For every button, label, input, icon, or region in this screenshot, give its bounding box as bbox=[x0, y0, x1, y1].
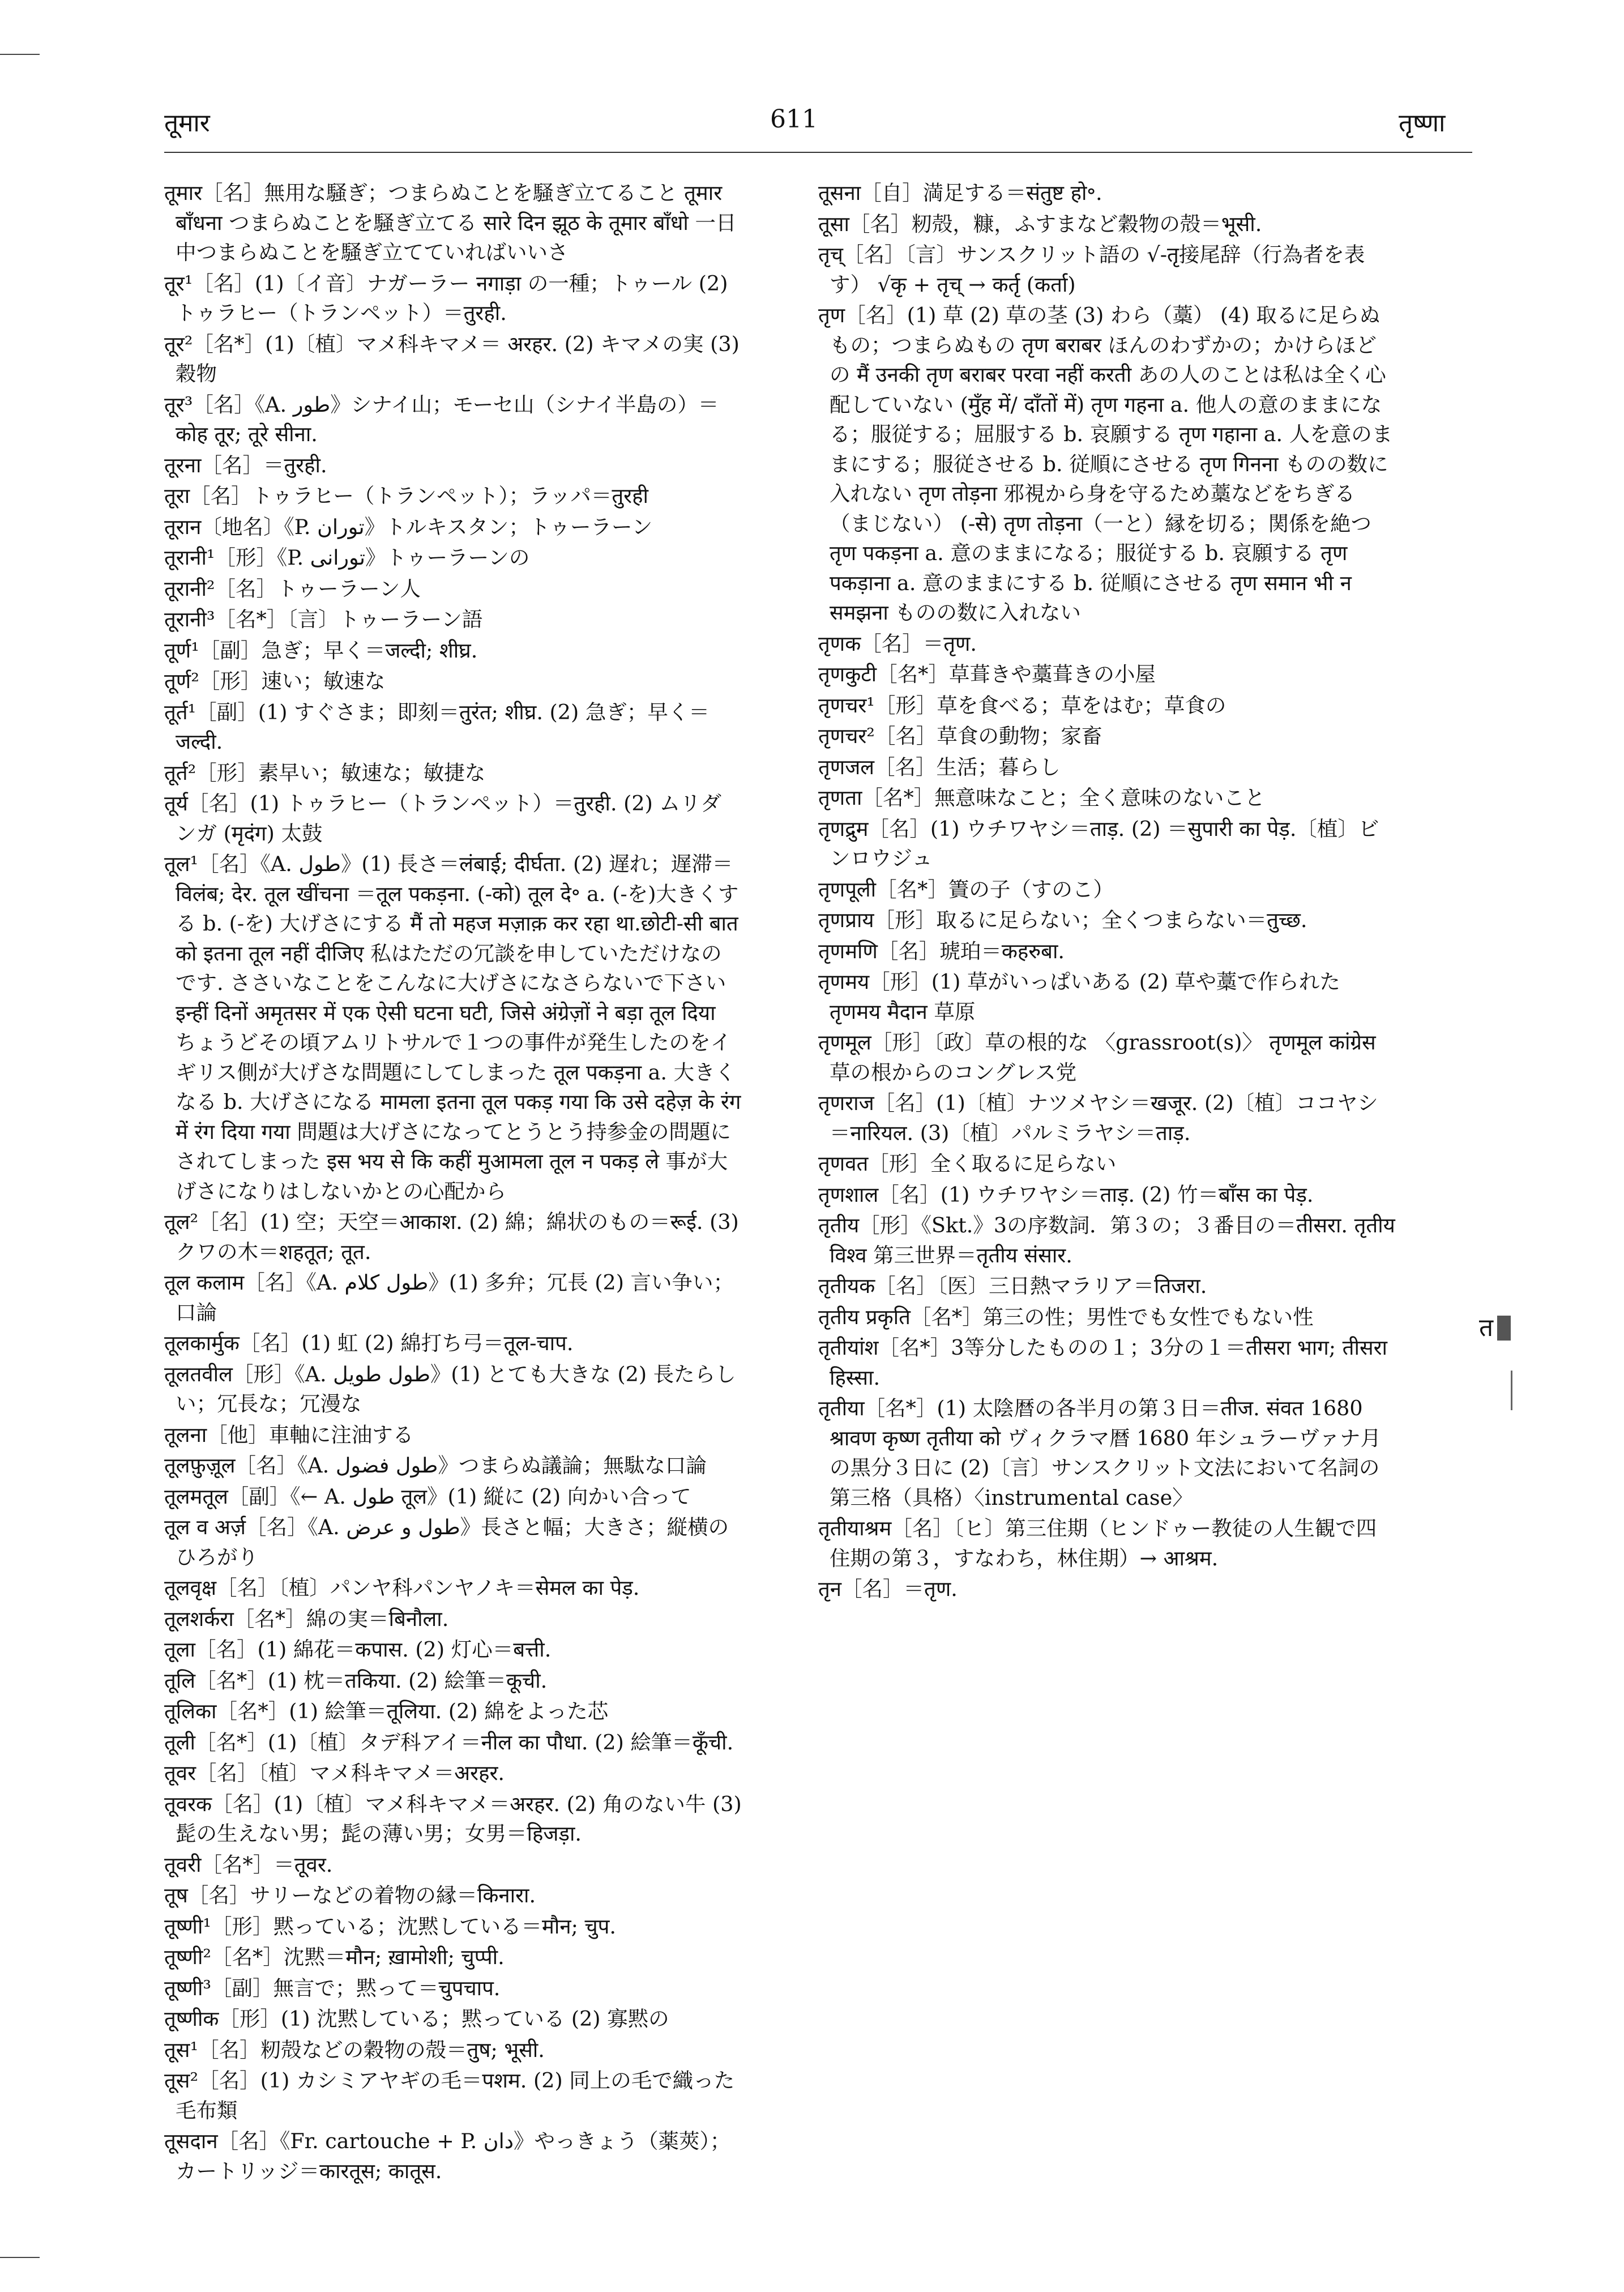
dictionary-entry: तूरा［名］トゥラヒー（トランペット）；ラッパ＝तुरही bbox=[164, 484, 648, 508]
dictionary-entry: तूरानी¹［形］《P. تورانی》トゥーラーンの bbox=[164, 545, 530, 570]
dictionary-entry: तृणजल［名］生活；暮らし bbox=[818, 754, 1061, 779]
dictionary-entry: तूरानी³［名*］〔言〕トゥーラーン語 bbox=[164, 607, 483, 631]
dictionary-entry: तूष्णीक［形］(1) 沈黙している；黙っている (2) 寡黙の bbox=[164, 2007, 669, 2031]
dictionary-entry: तूसा［名］籾殻，糠，ふすまなど穀物の殻＝भूसी. bbox=[818, 211, 1262, 236]
dictionary-entry: तूरना［名］＝तुरही. bbox=[164, 453, 327, 477]
edge-mark bbox=[1511, 1371, 1512, 1410]
dictionary-entry: तूसना［自］満足する＝संतुष्ट हो॰. bbox=[818, 181, 1102, 205]
dictionary-entry: तूष्णी¹［形］黙っている；沈黙している＝मौन; चुप. bbox=[164, 1914, 616, 1939]
thumb-index-block bbox=[1497, 1316, 1511, 1341]
dictionary-entry: तूलमतूल［副］《← A. طول तूल》(1) 縦に (2) 向かい合って bbox=[164, 1484, 691, 1509]
dictionary-entry: तूला［名］(1) 綿花＝कपास. (2) 灯心＝बत्ती. bbox=[164, 1637, 552, 1662]
dictionary-entry: तृणकुटी［名*］草葺きや藁葺きの小屋 bbox=[818, 662, 1156, 686]
dictionary-entry: तृणराज［名］(1)〔植〕ナツメヤシ＝खजूर. (2)〔植〕ココヤシ＝नारियल. (3)〔植〕パルミラヤシ＝ताड़. bbox=[818, 1091, 1378, 1145]
dictionary-entry: तूर³［名］《A. طور》シナイ山；モーセ山（シナイ半島の）＝कोह तूर; तूरे सीना. bbox=[164, 392, 719, 446]
page-header bbox=[0, 105, 1624, 144]
dictionary-entry: तूलिका［名*］(1) 絵筆＝तूलिया. (2) 綿をよった芯 bbox=[164, 1699, 609, 1723]
dictionary-entry: तूवरी［名*］＝तूवर. bbox=[164, 1852, 333, 1877]
right-column bbox=[818, 178, 1396, 1606]
dictionary-entry: तूमार［名］無用な騒ぎ；つまらぬことを騒ぎ立てること तूमार बाँधना つまらぬことを騒ぎ立てる सारे दिन झूठ के तूमार बाँधो 一日中つまらぬことを騒ぎ立てていればいいさ bbox=[164, 181, 737, 264]
dictionary-entry: तृन［名］＝तृण. bbox=[818, 1577, 958, 1601]
dictionary-entry: तूष्णी³［副］無言で；黙って＝चुपचाप. bbox=[164, 1975, 501, 2000]
dictionary-entry: तृणद्रुम［名］(1) ウチワヤシ＝ताड़. (2) ＝सुपारी का पेड़.〔植〕ビンロウジュ bbox=[818, 816, 1379, 870]
dictionary-entry: तृतीय［形］《Skt.》3の序数詞．第３の；３番目の＝तीसरा. तृतीय विश्व 第三世界＝तृतीय संसार. bbox=[818, 1213, 1395, 1267]
dictionary-entry: तृणवत［形］全く取るに足らない bbox=[818, 1151, 1117, 1176]
dictionary-entry: तृणचर²［名］草食の動物；家畜 bbox=[818, 724, 1102, 748]
page-number: 611 bbox=[770, 105, 818, 134]
dictionary-entry: तृणपूली［名*］簀の子（すのこ） bbox=[818, 877, 1114, 902]
dictionary-entry: तृणता［名*］無意味なこと；全く意味のないこと bbox=[818, 786, 1266, 810]
dictionary-entry: तूष［名］サリーなどの着物の縁＝किनारा. bbox=[164, 1883, 536, 1907]
dictionary-entry: तूरानी²［名］トゥーラーン人 bbox=[164, 576, 421, 601]
dictionary-entry: तृतीयक［名］〔医〕三日熱マラリア＝तिजरा. bbox=[818, 1274, 1207, 1298]
dictionary-entry: तूर्य［名］(1) トゥラヒー（トランペット）＝तुरही. (2) ムリダンガ (मृदंग) 太鼓 bbox=[164, 791, 721, 846]
dictionary-entry: तृणमणि［名］琥珀＝कहरुबा. bbox=[818, 938, 1065, 963]
dictionary-entry: तूलशर्करा［名*］綿の実＝बिनौला. bbox=[164, 1606, 449, 1631]
dictionary-entry: तूस¹［名］籾殻などの穀物の殻＝तुष; भूसी. bbox=[164, 2037, 545, 2062]
header-rule bbox=[164, 152, 1472, 153]
dictionary-entry: तूलवृक्ष［名］〔植〕パンヤ科パンヤノキ＝सेमल का पेड़. bbox=[164, 1576, 640, 1600]
dictionary-entry: तूल कलाम［名］《A. طول کلام》(1) 多弁；冗長 (2) 言い争い；口論 bbox=[164, 1270, 734, 1325]
dictionary-entry: तृतीयांश［名*］3等分したものの１；3分の１＝तीसरा भाग; तीसरा हिस्सा. bbox=[818, 1335, 1387, 1390]
dictionary-entry: तूलफ़ुज़ूल［名］《A. طول فضول》つまらぬ議論；無駄な口論 bbox=[164, 1453, 707, 1478]
dictionary-entry: तूल²［名］(1) 空；天空＝आकाश. (2) 綿；綿状のもの＝रूई. (3) クワの木＝शहतूत; तूत. bbox=[164, 1210, 739, 1264]
dictionary-entry: तूर्त¹［副］(1) すぐさま；即刻＝तुरंत; शीघ्र. (2) 急ぎ；早く＝जल्दी. bbox=[164, 699, 710, 754]
dictionary-entry: तृणमय［形］(1) 草がいっぱいある (2) 草や藁で作られた तृणमय मैदान 草原 bbox=[818, 970, 1340, 1024]
right-guide-word: तृष्णा bbox=[1399, 109, 1446, 138]
dictionary-entry: तृणचर¹［形］草を食べる；草をはむ；草食の bbox=[818, 693, 1226, 718]
dictionary-entry: तृतीय प्रकृति［名*］第三の性；男性でも女性でもない性 bbox=[818, 1304, 1314, 1329]
dictionary-entry: तृच्［名］〔言〕サンスクリット語の √-तृ接尾辞（行為者を表す） √कृ + तृच् → कर्तृ (कर्ता) bbox=[818, 242, 1365, 297]
dictionary-entry: तूर²［名*］(1)〔植〕マメ科キマメ＝ अरहर. (2) キマメの実 (3) 穀物 bbox=[164, 331, 740, 386]
dictionary-entry: तूर¹［名］(1)〔イ音〕ナガーラー नगाड़ा の一種；トゥール (2) トゥラヒー（トランペット）＝तुरही. bbox=[164, 271, 728, 325]
dictionary-entry: तूवरक［名］(1)〔植〕マメ科キマメ＝अरहर. (2) 角のない牛 (3) 髭の生えない男；髭の薄い男；女男＝हिजड़ा. bbox=[164, 1791, 742, 1846]
thumb-index-tab bbox=[1479, 1311, 1513, 1345]
margin-mark bbox=[0, 54, 40, 55]
dictionary-entry: तूवर［名］〔植〕マメ科キマメ＝अरहर. bbox=[164, 1761, 505, 1785]
dictionary-entry: तृणप्राय［形］取るに足らない；全くつまらない＝तुच्छ. bbox=[818, 908, 1307, 932]
dictionary-entry: तूलकार्मुक［名］(1) 虹 (2) 綿打ち弓＝तूल-चाप. bbox=[164, 1331, 574, 1355]
dictionary-entry: तूल व अर्ज़［名］《A. طول و عرض》長さと幅；大きさ；縦横のひろがり bbox=[164, 1515, 729, 1569]
margin-mark bbox=[0, 2257, 40, 2258]
dictionary-entry: तूर्ण¹［副］急ぎ；早く＝जल्दी; शीघ्र. bbox=[164, 638, 478, 663]
thumb-index-letter: त bbox=[1479, 1313, 1494, 1342]
dictionary-entry: तृणमूल［形］〔政〕草の根的な 〈grassroot(s)〉 तृणमूल कांग्रेस 草の根からのコングレス党 bbox=[818, 1030, 1376, 1085]
left-column bbox=[164, 178, 742, 2187]
dictionary-entry: तृण［名］(1) 草 (2) 草の茎 (3) わら（藁） (4) 取るに足らぬもの；つまらぬもの तृण बराबर ほんのわずかの；かけらほどの मैं उनकी तृण बराबर परवा नहीं करती あの人のことは私は全く心配していない (मुँह में/ दाँतों में) तृण गहना a. 他人の意のままになる；服従する；屈服する b. 哀願する तृण गहाना a. 人を意のままにする；服従させる b. 従順にさせる तृण गिनना ものの数に入れない तृण तोड़ना 邪視から身を守るため藁などをちぎる（まじない） (-से) तृण तोड़ना（一と）縁を切る；関係を絶つ तृण पकड़ना a. 意のままになる；服従する b. 哀願する तृण पकड़ाना a. 意のままにする b. 従順にさせる तृण समान भी न समझना ものの数に入れない bbox=[818, 303, 1393, 625]
dictionary-entry: तूलना［他］車軸に注油する bbox=[164, 1422, 414, 1447]
dictionary-entry: तृतीया［名*］(1) 太陰暦の各半月の第３日＝तीज. संवत 1680 श्रावण कृष्ण तृतीया को ヴィクラマ暦 1680 年シュラーヴァナ月の黒分３日に (2)〔言〕サンスクリット文法において名詞の第三格（具格）〈instrumental case〉 bbox=[818, 1396, 1382, 1510]
dictionary-entry: तूर्त²［形］素早い；敏速な；敏捷な bbox=[164, 760, 486, 785]
dictionary-entry: तूर्ण²［形］速い；敏速な bbox=[164, 669, 386, 693]
dictionary-entry: तूसदान［名］《Fr. cartouche + P. دان》やっきょう（薬莢）；カートリッジ＝कारतूस; कातूस. bbox=[164, 2129, 731, 2183]
dictionary-entry: तृणशाल［名］(1) ウチワヤシ＝ताड़. (2) 竹＝बाँस का पेड़. bbox=[818, 1182, 1314, 1207]
dictionary-entry: तृतीयाश्रम［名］〔ヒ〕第三住期（ヒンドゥー教徒の人生観で四住期の第３，すなわち，林住期）→ आश्रम. bbox=[818, 1516, 1377, 1570]
dictionary-entry: तूस²［名］(1) カシミアヤギの毛＝पशम. (2) 同上の毛で織った毛布類 bbox=[164, 2068, 735, 2123]
left-guide-word: तूमार bbox=[164, 109, 210, 138]
dictionary-entry: तूलि［名*］(1) 枕＝तकिया. (2) 絵筆＝कूची. bbox=[164, 1668, 548, 1693]
dictionary-entry: तृणक［名］＝तृण. bbox=[818, 631, 977, 656]
dictionary-entry: तूष्णी²［名*］沈黙＝मौन; ख़ामोशी; चुप्पी. bbox=[164, 1945, 505, 1969]
dictionary-entry: तूरान〔地名〕《P. توران》トルキスタン；トゥーラーン bbox=[164, 514, 653, 539]
dictionary-entry: तूल¹［名］《A. طول》(1) 長さ＝लंबाई; दीर्घता. (2) 遅れ；遅滞＝विलंब; देर. तूल खींचना ＝तूल पकड़ना. (-को) तूल दे॰ a. (-を)大きくする b. (-を) 大げさにする मैं तो महज मज़ाक़ कर रहा था.छोटी-सी बात को इतना तूल नहीं दीजिए 私はただの冗談を申していただけなのです. ささいなことをこんなに大げさになさらないで下さい इन्हीं दिनों अमृतसर में एक ऐसी घटना घटी, जिसे अंग्रेज़ों ने बड़ा तूल दिया ちょうどその頃アムリトサルで１つの事件が発生したのをイギリス側が大げさな問題にしてしまった तूल पकड़ना a. 大きくなる b. 大げさになる मामला इतना तूल पकड़ गया कि उसे दहेज़ के रंग में रंग दिया गया 問題は大げさになってとうとう持参金の問題にされてしまった इस भय से कि कहीं मुआमला तूल न पकड़ ले 事が大げさになりはしないかとの心配から bbox=[164, 852, 741, 1203]
dictionary-entry: तूली［名*］(1)〔植〕タデ科アイ＝नील का पौधा. (2) 絵筆＝कूँची. bbox=[164, 1730, 734, 1755]
dictionary-entry: तूलतवील［形］《A. طول طویل》(1) とても大きな (2) 長たらしい；冗長な；冗漫な bbox=[164, 1361, 736, 1416]
